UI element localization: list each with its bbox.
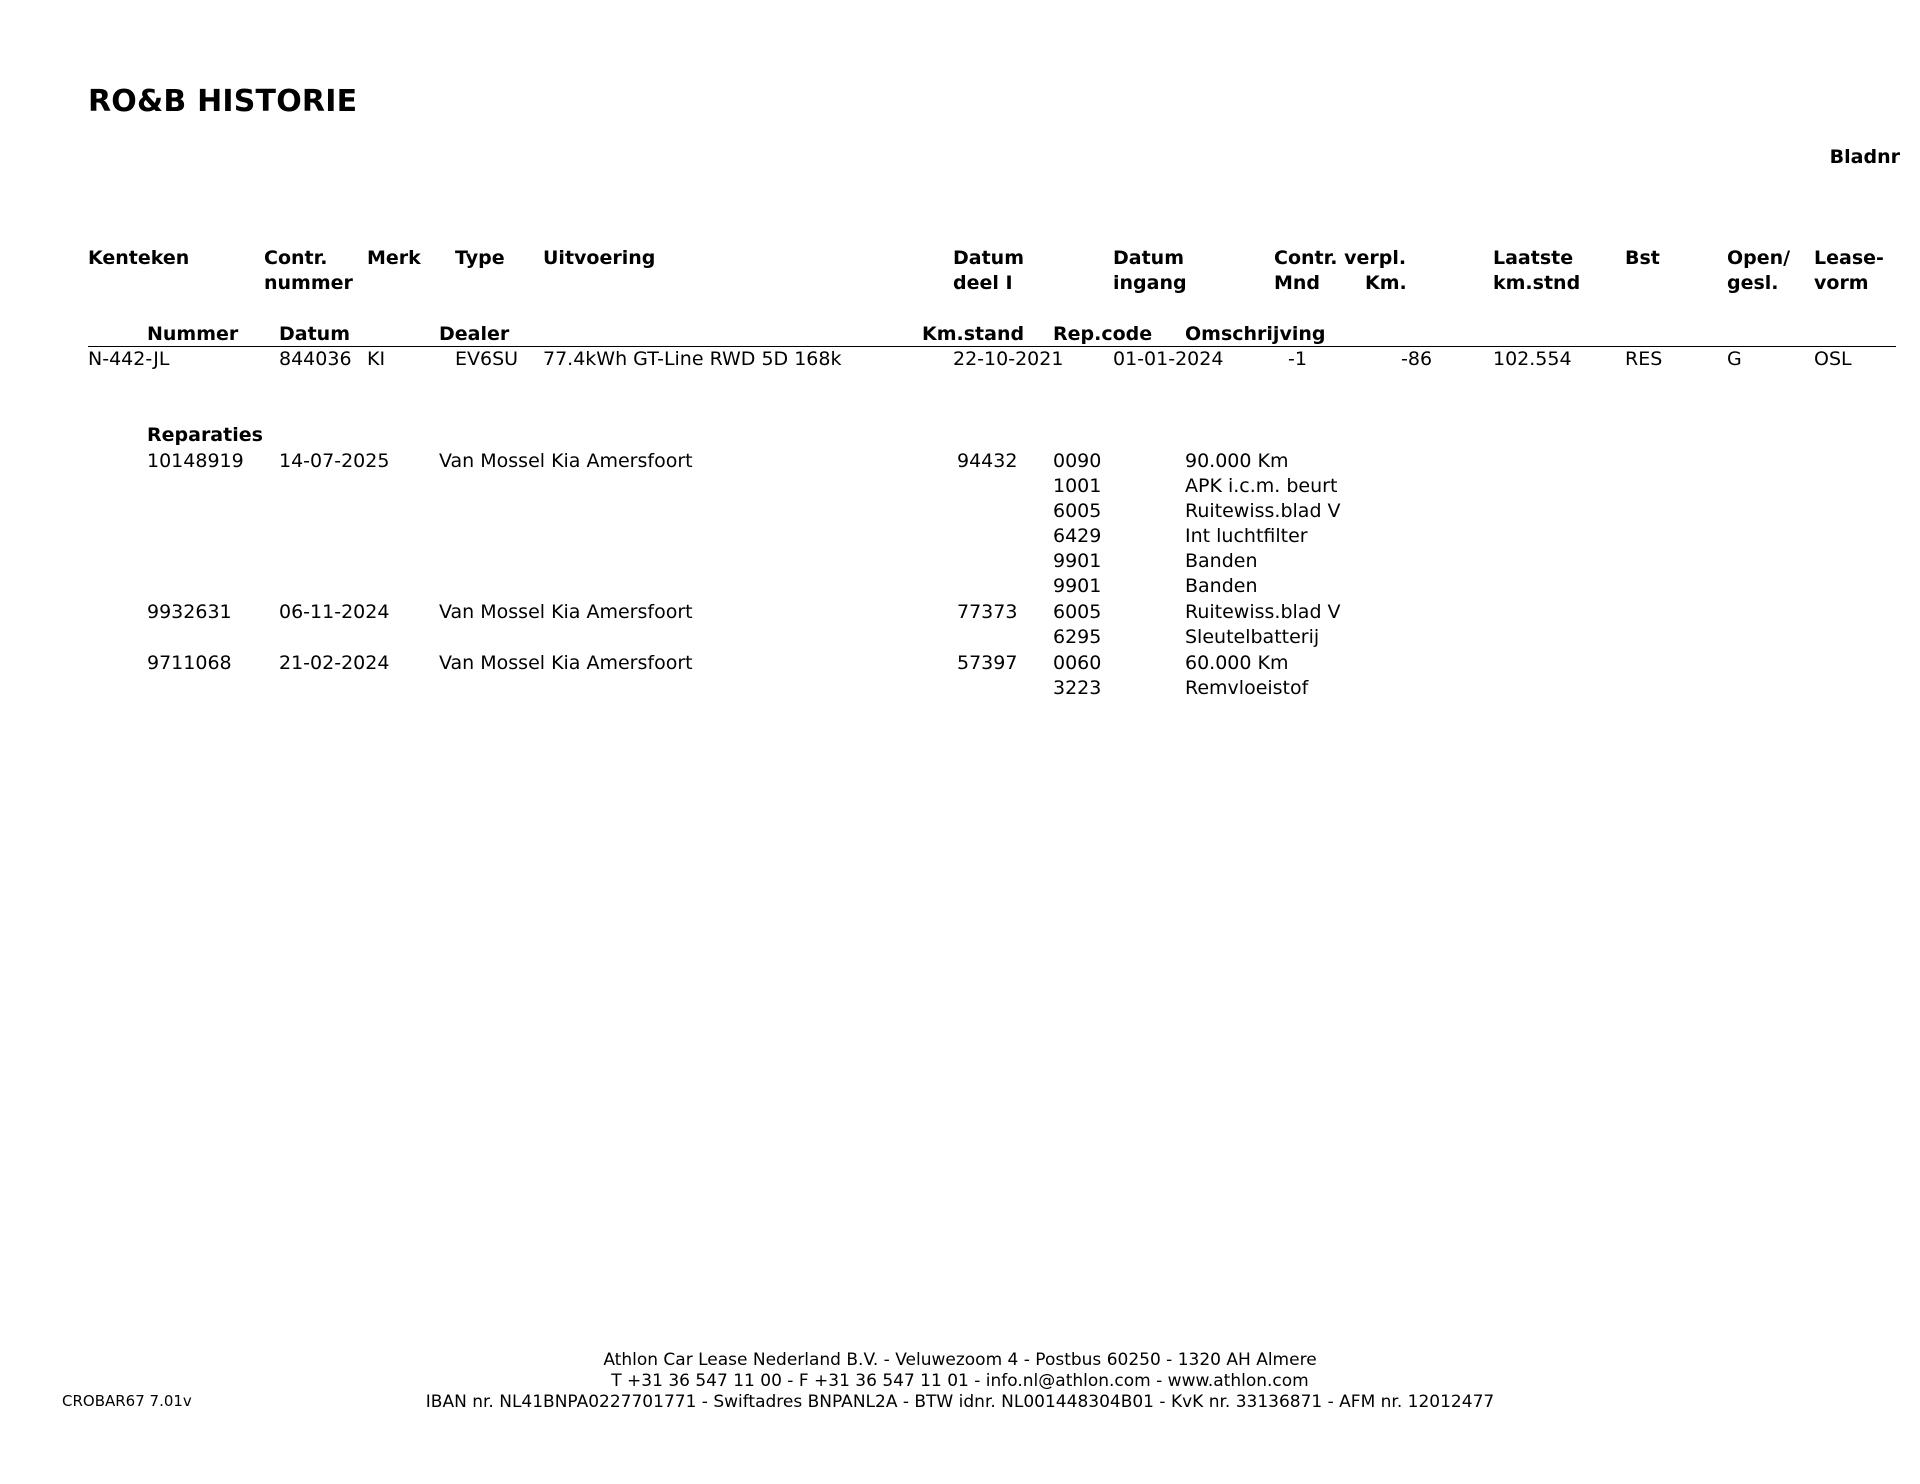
repair-code: 6005 xyxy=(1053,601,1102,623)
repair-dealer: Van Mossel Kia Amersfoort xyxy=(439,601,693,623)
repair-datum: 14-07-2025 xyxy=(279,450,390,472)
repair-kmstand: 77373 xyxy=(957,601,1018,623)
header-mnd: Mnd xyxy=(1274,272,1321,294)
vehicle-type: EV6SU xyxy=(455,348,519,370)
header-lease-vorm: Lease- vorm xyxy=(1814,247,1884,294)
repair-datum: 06-11-2024 xyxy=(279,601,390,623)
vehicle-open-gesl: G xyxy=(1727,348,1742,370)
repair-description: Int luchtfilter xyxy=(1185,525,1308,547)
repair-nummer: 9711068 xyxy=(147,652,232,674)
repair-dealer: Van Mossel Kia Amersfoort xyxy=(439,652,693,674)
repair-datum: 21-02-2024 xyxy=(279,652,390,674)
repair-dealer: Van Mossel Kia Amersfoort xyxy=(439,450,693,472)
repair-code: 1001 xyxy=(1053,475,1102,497)
repairs-section-label: Reparaties xyxy=(147,424,263,446)
header-datum-deel: Datum deel I xyxy=(953,247,1024,294)
header-laatste-km: Laatste km.stnd xyxy=(1493,247,1581,294)
header-type: Type xyxy=(455,247,505,269)
header-bst: Bst xyxy=(1625,247,1660,269)
repair-description: Ruitewiss.blad V xyxy=(1185,500,1341,522)
repair-code: 6429 xyxy=(1053,525,1102,547)
vehicle-bst: RES xyxy=(1625,348,1663,370)
header-omschrijving: Omschrijving xyxy=(1185,323,1326,345)
vehicle-mnd: -1 xyxy=(1288,348,1307,370)
repair-kmstand: 57397 xyxy=(957,652,1018,674)
company-contact: T +31 36 547 11 00 - F +31 36 547 11 01 - info.nl@athlon.com - www.athlon.com xyxy=(611,1371,1309,1391)
repair-description: APK i.c.m. beurt xyxy=(1185,475,1338,497)
repair-code: 6005 xyxy=(1053,500,1102,522)
header-datum: Datum xyxy=(279,323,350,345)
repair-description: Remvloeistof xyxy=(1185,677,1309,699)
company-registration: IBAN nr. NL41BNPA0227701771 - Swiftadres BNPANL2A - BTW idnr. NL001448304B01 - KvK nr. 33136871 - AFM nr. 12012477 xyxy=(425,1392,1495,1412)
repair-description: Sleutelbatterij xyxy=(1185,626,1320,648)
header-contr: Contr. nummer xyxy=(264,247,353,294)
repair-code: 6295 xyxy=(1053,626,1102,648)
vehicle-km: -86 xyxy=(1401,348,1433,370)
repair-description: Banden xyxy=(1185,575,1258,597)
header-nummer: Nummer xyxy=(147,323,239,345)
vehicle-merk: KI xyxy=(367,348,386,370)
header-contr-verpl: Contr. verpl. xyxy=(1274,247,1407,269)
repair-code: 0090 xyxy=(1053,450,1102,472)
header-dealer: Dealer xyxy=(439,323,510,345)
header-kmstand: Km.stand xyxy=(922,323,1025,345)
company-address: Athlon Car Lease Nederland B.V. - Veluwezoom 4 - Postbus 60250 - 1320 AH Almere xyxy=(603,1350,1317,1370)
repair-nummer: 9932631 xyxy=(147,601,232,623)
repair-code: 3223 xyxy=(1053,677,1102,699)
repair-kmstand: 94432 xyxy=(957,450,1018,472)
vehicle-kenteken: N-442-JL xyxy=(88,348,170,370)
vehicle-datum-deel: 22-10-2021 xyxy=(953,348,1064,370)
vehicle-datum-ingang: 01-01-2024 xyxy=(1113,348,1224,370)
repair-description: Banden xyxy=(1185,550,1258,572)
header-merk: Merk xyxy=(367,247,421,269)
header-uitvoering: Uitvoering xyxy=(543,247,656,269)
vehicle-laatste-km: 102.554 xyxy=(1493,348,1572,370)
repair-description: Ruitewiss.blad V xyxy=(1185,601,1341,623)
header-km: Km. xyxy=(1365,272,1407,294)
vehicle-uitvoering: 77.4kWh GT-Line RWD 5D 168k xyxy=(543,348,842,370)
repair-nummer: 10148919 xyxy=(147,450,244,472)
repair-code: 0060 xyxy=(1053,652,1102,674)
vehicle-contract: 844036 xyxy=(279,348,352,370)
form-code: CROBAR67 7.01v xyxy=(62,1392,192,1410)
repair-description: 60.000 Km xyxy=(1185,652,1289,674)
vehicle-lease-vorm: OSL xyxy=(1814,348,1852,370)
header-open-gesl: Open/ gesl. xyxy=(1727,247,1791,294)
page-number-label: Bladnr xyxy=(1829,146,1900,168)
page-title: RO&B HISTORIE xyxy=(88,84,358,119)
repair-code: 9901 xyxy=(1053,575,1102,597)
header-kenteken: Kenteken xyxy=(88,247,190,269)
repair-code: 9901 xyxy=(1053,550,1102,572)
header-datum-ingang: Datum ingang xyxy=(1113,247,1187,294)
header-repcode: Rep.code xyxy=(1053,323,1153,345)
repair-description: 90.000 Km xyxy=(1185,450,1289,472)
